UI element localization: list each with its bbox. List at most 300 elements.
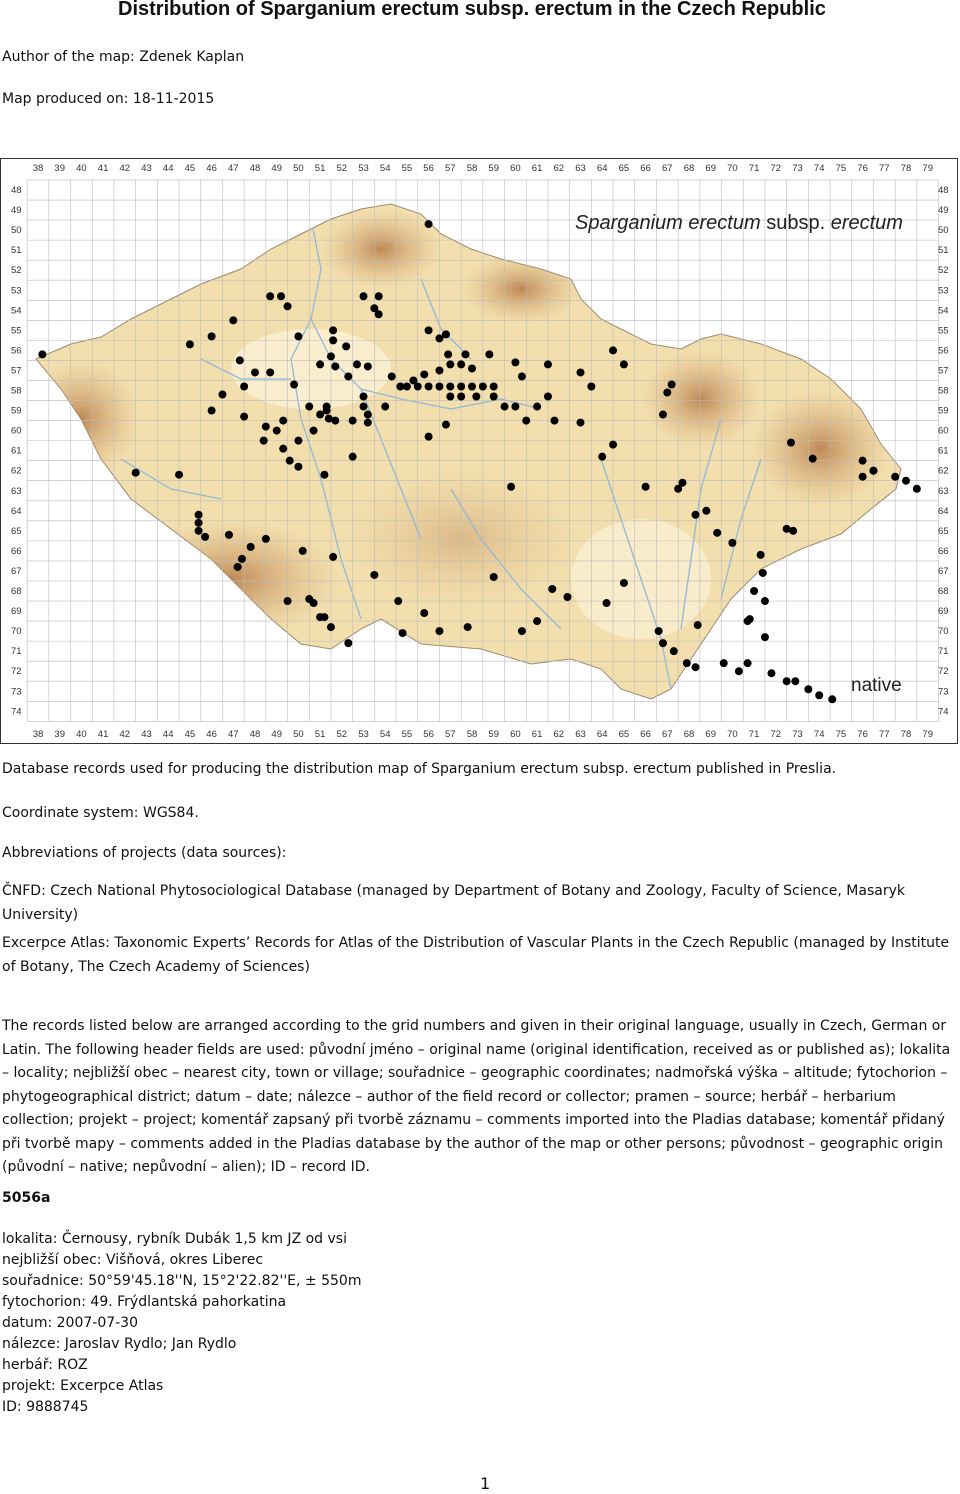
- grid-row-label: 58: [11, 385, 22, 397]
- grid-col-label: 41: [97, 729, 109, 740]
- record-dot: [548, 585, 556, 593]
- record-dot: [501, 403, 509, 411]
- grid-row-label: 63: [938, 485, 949, 497]
- grid-row-label: 54: [11, 305, 22, 317]
- record-dot: [587, 382, 595, 390]
- distribution-map: [0, 158, 958, 744]
- record-dot: [446, 393, 454, 401]
- record-dot: [522, 417, 530, 425]
- record-dot: [694, 621, 702, 629]
- record-dot: [783, 677, 791, 685]
- record-dot: [38, 350, 46, 358]
- grid-col-label: 58: [466, 163, 478, 174]
- record-dot: [859, 457, 867, 465]
- grid-col-label: 38: [32, 729, 44, 740]
- record-dot: [457, 382, 465, 390]
- grid-col-label: 67: [662, 729, 673, 740]
- record-dot: [364, 419, 372, 427]
- grid-col-label: 60: [510, 163, 521, 174]
- grid-col-label: 68: [683, 163, 695, 174]
- record-dot: [399, 629, 407, 637]
- grid-col-label: 77: [879, 729, 890, 740]
- record-dot: [310, 599, 318, 607]
- grid-col-label: 42: [119, 729, 131, 740]
- record-dot: [353, 360, 361, 368]
- grid-row-label: 50: [11, 225, 22, 237]
- grid-col-label: 66: [640, 163, 651, 174]
- grid-col-label: 45: [184, 163, 196, 174]
- record-dot: [720, 659, 728, 667]
- record-dot: [420, 609, 428, 617]
- record-dot: [349, 417, 357, 425]
- record-dot: [320, 471, 328, 479]
- status-label: native: [851, 675, 902, 696]
- record-dot: [195, 511, 203, 519]
- record-dot: [472, 393, 480, 401]
- grid-col-label: 66: [640, 729, 651, 740]
- record-dot: [461, 350, 469, 358]
- grid-col-label: 54: [379, 163, 391, 174]
- record-dot: [869, 467, 877, 475]
- grid-col-label: 51: [314, 163, 326, 174]
- grid-col-label: 76: [857, 163, 868, 174]
- grid-row-label: 67: [938, 565, 949, 577]
- grid-row-label: 57: [11, 365, 22, 377]
- grid-row-label: 48: [938, 185, 949, 196]
- record-dot: [327, 623, 335, 631]
- record-dot: [329, 326, 337, 334]
- record-dot: [279, 445, 287, 453]
- field-nalezce: nálezce: Jaroslav Rydlo; Jan Rydlo: [2, 1336, 237, 1352]
- record-dot: [286, 457, 294, 465]
- grid-row-label: 52: [11, 265, 22, 277]
- record-dot: [544, 393, 552, 401]
- database-records-note: Database records used for producing the distribution map of Sparganium erectum subsp. erectum published in Preslia.: [2, 761, 837, 777]
- grid-col-label: 78: [900, 163, 912, 174]
- record-dot: [425, 433, 433, 441]
- record-dot: [425, 382, 433, 390]
- record-dot: [603, 599, 611, 607]
- grid-row-label: 68: [938, 586, 949, 597]
- record-dot: [425, 326, 433, 334]
- grid-col-label: 72: [770, 729, 782, 740]
- grid-row-label: 71: [938, 646, 949, 658]
- record-dot: [240, 413, 248, 421]
- abbreviations-heading: Abbreviations of projects (data sources):: [2, 845, 287, 861]
- record-dot: [828, 695, 836, 703]
- grid-row-label: 72: [11, 666, 22, 678]
- record-dot: [659, 639, 667, 647]
- record-dot: [394, 597, 402, 605]
- grid-row-label: 63: [11, 485, 22, 497]
- grid-col-label: 44: [162, 729, 174, 740]
- record-dot: [260, 437, 268, 445]
- record-dot: [279, 417, 287, 425]
- grid-row-label: 51: [11, 245, 22, 257]
- grid-col-label: 43: [141, 729, 152, 740]
- record-dot: [533, 617, 541, 625]
- record-dot: [364, 411, 372, 419]
- grid-col-label: 79: [922, 163, 933, 174]
- grid-col-label: 69: [705, 729, 716, 740]
- field-fytochorion: fytochorion: 49. Frýdlantská pahorkatina: [2, 1294, 287, 1310]
- record-dot: [234, 563, 242, 571]
- grid-row-label: 73: [938, 686, 949, 698]
- grid-col-label: 39: [54, 163, 65, 174]
- record-dot: [598, 453, 606, 461]
- grid-col-label: 50: [293, 163, 304, 174]
- record-dot: [759, 569, 767, 577]
- record-dot: [468, 364, 476, 372]
- record-dot: [201, 533, 209, 541]
- record-dot: [544, 360, 552, 368]
- grid-row-label: 68: [11, 586, 22, 597]
- record-dot: [804, 685, 812, 693]
- field-obec: nejbližší obec: Višňová, okres Liberec: [2, 1252, 264, 1268]
- record-dot: [305, 403, 313, 411]
- grid-row-label: 74: [11, 706, 22, 718]
- grid-col-label: 72: [770, 163, 782, 174]
- grid-row-label: 50: [938, 225, 949, 237]
- record-dot: [609, 346, 617, 354]
- record-dot: [323, 407, 331, 415]
- grid-row-label: 49: [938, 205, 949, 217]
- grid-row-label: 60: [11, 425, 22, 437]
- record-dot: [375, 310, 383, 318]
- record-dot: [195, 527, 203, 535]
- grid-col-label: 73: [792, 729, 803, 740]
- grid-row-label: 69: [11, 606, 22, 618]
- record-dot: [490, 382, 498, 390]
- record-dot: [325, 415, 333, 423]
- record-dot: [511, 358, 519, 366]
- record-dot: [266, 368, 274, 376]
- grid-col-label: 58: [466, 729, 478, 740]
- record-dot: [744, 659, 752, 667]
- record-dot: [299, 547, 307, 555]
- record-dot: [533, 403, 541, 411]
- grid-col-label: 40: [76, 729, 87, 740]
- record-dot: [229, 316, 237, 324]
- record-dot: [457, 393, 465, 401]
- record-dot: [284, 597, 292, 605]
- grid-row-label: 64: [11, 505, 22, 517]
- record-dot: [577, 368, 585, 376]
- field-herbar: herbář: ROZ: [2, 1357, 88, 1373]
- record-dot: [435, 627, 443, 635]
- excerpce-description: Excerpce Atlas: Taxonomic Experts’ Records for Atlas of the Distribution of Vascular Plants in the Czech Republic (managed by Institute of Botany, The Czech Academy of Sciences): [2, 935, 950, 975]
- grid-col-label: 40: [76, 163, 87, 174]
- record-dot: [891, 473, 899, 481]
- record-dot: [902, 477, 910, 485]
- grid-row-label: 70: [11, 626, 22, 638]
- grid-row-label: 73: [11, 686, 22, 698]
- record-dot: [485, 350, 493, 358]
- grid-col-label: 46: [206, 163, 217, 174]
- grid-row-label: 49: [11, 205, 22, 217]
- grid-col-label: 47: [228, 729, 239, 740]
- record-dot: [735, 667, 743, 675]
- record-dot: [420, 370, 428, 378]
- record-dot: [761, 597, 769, 605]
- grid-col-label: 59: [488, 163, 499, 174]
- grid-row-label: 65: [11, 525, 22, 537]
- grid-col-label: 67: [662, 163, 673, 174]
- record-dot: [744, 617, 752, 625]
- grid-col-label: 78: [900, 729, 912, 740]
- record-dot: [609, 441, 617, 449]
- grid-col-label: 74: [813, 729, 825, 740]
- grid-col-label: 47: [228, 163, 239, 174]
- record-dot: [442, 421, 450, 429]
- record-dot: [442, 330, 450, 338]
- record-dot: [225, 531, 233, 539]
- record-dot: [670, 647, 678, 655]
- grid-col-label: 63: [575, 729, 586, 740]
- record-dot: [750, 587, 758, 595]
- grid-col-label: 49: [271, 729, 282, 740]
- grid-row-label: 64: [938, 505, 949, 517]
- record-dot: [218, 391, 226, 399]
- record-dot: [310, 427, 318, 435]
- record-dot: [674, 485, 682, 493]
- field-datum: datum: 2007-07-30: [2, 1315, 138, 1331]
- record-dot: [815, 691, 823, 699]
- record-dot: [913, 485, 921, 493]
- record-dot: [791, 677, 799, 685]
- record-dot: [659, 411, 667, 419]
- records-intro: The records listed below are arranged according to the grid numbers and given in their original language, usually in Czech, German or Latin. The following header fields are used: původní jméno – original name (original identification, received as or published as); lokalita – locality; nejbližší obec – nearest city, town or village; souřadnice – geographic coordinates; nadmořská výška – altitude; fytochorion – phytogeographical district; datum – date; nálezce – author of the field record or collector; pramen – source; herbář – herbarium collection; projekt – project; komentář zapsaný při tvorbě záznamu – comments imported into the Pladias database; komentář přidaný při tvorbě mapy – comments added in the Pladias database by the author of the map or other persons; původnost – geographic origin (původní – native; nepůvodní – alien); ID – record ID.: [2, 1018, 951, 1175]
- record-dot: [262, 423, 270, 431]
- record-dot: [713, 529, 721, 537]
- record-dot: [859, 473, 867, 481]
- grid-col-label: 45: [184, 729, 196, 740]
- record-dot: [186, 340, 194, 348]
- record-dot: [266, 292, 274, 300]
- record-dot: [490, 573, 498, 581]
- record-dot: [468, 382, 476, 390]
- record-dot: [435, 366, 443, 374]
- grid-col-label: 54: [379, 729, 391, 740]
- grid-col-label: 44: [162, 163, 174, 174]
- cnfd-description: ČNFD: Czech National Phytosociological Database (managed by Department of Botany and Zoology, Faculty of Science, Masaryk University): [2, 883, 905, 923]
- record-dot: [409, 376, 417, 384]
- record-dot: [240, 382, 248, 390]
- record-dot: [642, 483, 650, 491]
- record-dot: [550, 417, 558, 425]
- grid-col-label: 55: [401, 163, 413, 174]
- grid-row-label: 69: [938, 606, 949, 618]
- record-dot: [360, 393, 368, 401]
- grid-col-label: 52: [336, 163, 348, 174]
- record-dot: [435, 382, 443, 390]
- grid-row-label: 56: [11, 345, 22, 357]
- grid-row-label: 55: [11, 325, 22, 337]
- record-dot: [692, 663, 700, 671]
- record-dot: [702, 507, 710, 515]
- map-canvas: [1, 159, 957, 743]
- grid-row-label: 61: [11, 445, 22, 457]
- grid-col-label: 64: [596, 163, 608, 174]
- field-id: ID: 9888745: [2, 1399, 89, 1415]
- grid-col-label: 39: [54, 729, 65, 740]
- record-dot: [262, 535, 270, 543]
- grid-col-label: 56: [423, 729, 434, 740]
- record-dot: [247, 543, 255, 551]
- grid-col-label: 46: [206, 729, 217, 740]
- grid-col-label: 53: [358, 729, 369, 740]
- grid-col-label: 65: [618, 163, 630, 174]
- record-dot: [208, 332, 216, 340]
- grid-row-label: 56: [938, 345, 949, 357]
- grid-col-label: 48: [249, 163, 261, 174]
- record-dot: [273, 427, 281, 435]
- grid-col-label: 60: [510, 729, 521, 740]
- record-dot: [277, 292, 285, 300]
- record-dot: [388, 372, 396, 380]
- grid-col-label: 59: [488, 729, 499, 740]
- grid-col-label: 75: [835, 163, 847, 174]
- record-dot: [342, 342, 350, 350]
- record-dot: [620, 360, 628, 368]
- grid-row-label: 74: [938, 706, 949, 718]
- grid-row-label: 57: [938, 365, 949, 377]
- record-dot: [320, 613, 328, 621]
- grid-col-label: 63: [575, 163, 586, 174]
- grid-col-label: 71: [748, 163, 760, 174]
- grid-row-label: 59: [938, 405, 949, 417]
- grid-row-label: 53: [11, 285, 22, 297]
- grid-col-label: 57: [445, 729, 456, 740]
- record-dot: [446, 360, 454, 368]
- record-dot: [668, 380, 676, 388]
- grid-row-label: 66: [938, 545, 949, 557]
- record-dot: [132, 469, 140, 477]
- page-number: 1: [480, 1474, 491, 1493]
- record-dot: [360, 292, 368, 300]
- record-dot: [364, 362, 372, 370]
- grid-col-label: 75: [835, 729, 847, 740]
- record-dot: [294, 437, 302, 445]
- grid-row-label: 60: [938, 425, 949, 437]
- grid-col-label: 73: [792, 163, 803, 174]
- record-dot: [563, 593, 571, 601]
- record-dot: [360, 403, 368, 411]
- grid-col-label: 76: [857, 729, 868, 740]
- grid-col-label: 48: [249, 729, 261, 740]
- record-dot: [663, 389, 671, 397]
- record-dot: [208, 407, 216, 415]
- grid-col-label: 69: [705, 163, 716, 174]
- record-dot: [294, 332, 302, 340]
- record-dot: [329, 336, 337, 344]
- record-dot: [403, 382, 411, 390]
- record-dot: [238, 555, 246, 563]
- record-dot: [331, 362, 339, 370]
- record-dot: [329, 553, 337, 561]
- record-dot: [290, 380, 298, 388]
- record-dot: [444, 350, 452, 358]
- grid-row-label: 61: [938, 445, 949, 457]
- record-dot: [316, 360, 324, 368]
- grid-col-label: 70: [727, 729, 738, 740]
- record-dot: [294, 463, 302, 471]
- grid-col-label: 74: [813, 163, 825, 174]
- grid-row-label: 58: [938, 385, 949, 397]
- grid-col-label: 52: [336, 729, 348, 740]
- record-dot: [728, 539, 736, 547]
- grid-col-label: 61: [531, 163, 543, 174]
- record-dot: [344, 639, 352, 647]
- grid-col-label: 65: [618, 729, 630, 740]
- record-dot: [511, 403, 519, 411]
- grid-col-label: 55: [401, 729, 413, 740]
- record-dot: [655, 627, 663, 635]
- record-dot: [507, 483, 515, 491]
- record-dot: [761, 633, 769, 641]
- record-dot: [344, 372, 352, 380]
- field-souradnice: souřadnice: 50°59'45.18''N, 15°2'22.82''E, ± 550m: [2, 1273, 362, 1289]
- field-projekt: projekt: Excerpce Atlas: [2, 1378, 164, 1394]
- record-dot: [683, 659, 691, 667]
- grid-row-label: 62: [11, 465, 22, 477]
- grid-col-label: 57: [445, 163, 456, 174]
- record-dot: [577, 419, 585, 427]
- grid-row-label: 62: [938, 465, 949, 477]
- field-lokalita: lokalita: Černousy, rybník Dubák 1,5 km JZ od vsi: [2, 1231, 347, 1247]
- grid-row-label: 70: [938, 626, 949, 638]
- record-dot: [381, 403, 389, 411]
- grid-col-label: 38: [32, 163, 44, 174]
- grid-col-label: 43: [141, 163, 152, 174]
- grid-col-label: 64: [596, 729, 608, 740]
- record-dot: [692, 511, 700, 519]
- grid-row-label: 66: [11, 545, 22, 557]
- grid-row-label: 54: [938, 305, 949, 317]
- grid-col-label: 77: [879, 163, 890, 174]
- grid-row-label: 71: [11, 646, 22, 658]
- grid-row-label: 52: [938, 265, 949, 277]
- grid-col-label: 61: [531, 729, 543, 740]
- record-dot: [251, 368, 259, 376]
- grid-col-label: 62: [553, 163, 565, 174]
- map-author: Author of the map: Zdenek Kaplan: [2, 49, 245, 65]
- grid-col-label: 41: [97, 163, 109, 174]
- grid-row-label: 51: [938, 245, 949, 257]
- record-dot: [457, 360, 465, 368]
- grid-col-label: 56: [423, 163, 434, 174]
- record-dot: [490, 393, 498, 401]
- grid-col-label: 70: [727, 163, 738, 174]
- record-fields: [2, 1229, 361, 1418]
- record-dot: [284, 302, 292, 310]
- record-dot: [349, 453, 357, 461]
- grid-col-label: 42: [119, 163, 131, 174]
- record-dot: [370, 571, 378, 579]
- species-label: Sparganium erectum subsp. erectum: [575, 212, 903, 234]
- record-dot: [620, 579, 628, 587]
- grid-row-label: 65: [938, 525, 949, 537]
- grid-row-label: 48: [11, 185, 22, 196]
- grid-col-label: 71: [748, 729, 760, 740]
- grid-row-label: 53: [938, 285, 949, 297]
- grid-col-label: 79: [922, 729, 933, 740]
- record-dot: [518, 372, 526, 380]
- coordinate-system: Coordinate system: WGS84.: [2, 805, 199, 821]
- grid-row-label: 55: [938, 325, 949, 337]
- grid-row-label: 59: [11, 405, 22, 417]
- record-dot: [327, 352, 335, 360]
